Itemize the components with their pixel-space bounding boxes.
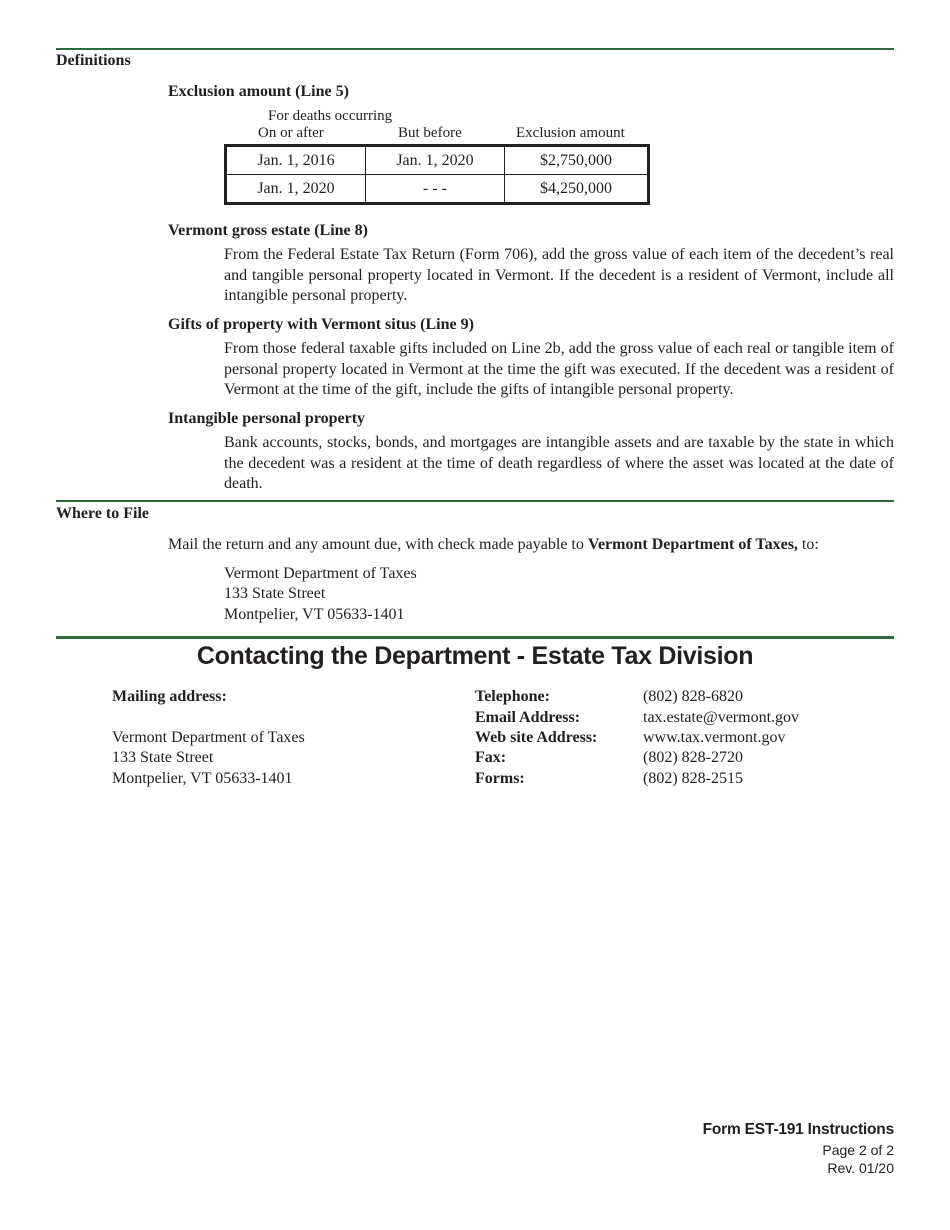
mailing-address-line: Vermont Department of Taxes <box>112 729 305 746</box>
definitions-heading: Definitions <box>56 52 131 69</box>
table-cell: - - - <box>366 175 505 204</box>
email-value: tax.estate@vermont.gov <box>643 709 800 726</box>
contact-title: Contacting the Department - Estate Tax Division <box>196 642 754 670</box>
website-value: www.tax.vermont.gov <box>643 729 786 746</box>
instruction-text-end: to: <box>797 536 819 553</box>
instruction-text: Mail the return and any amount due, with check made payable to <box>168 536 588 553</box>
table-cell: $2,750,000 <box>505 146 649 175</box>
table-cell: Jan. 1, 2020 <box>366 146 505 175</box>
table-cell: $4,250,000 <box>505 175 649 204</box>
mailing-address-line: Montpelier, VT 05633-1401 <box>112 770 293 787</box>
table-row <box>226 175 649 204</box>
table-cell: Jan. 1, 2020 <box>226 175 366 204</box>
mailing-address-line: 133 State Street <box>112 749 214 766</box>
table-col-header-on-or-after: On or after <box>258 125 324 141</box>
file-address-line: 133 State Street <box>224 585 326 602</box>
where-to-file-instruction <box>168 535 819 555</box>
gross-estate-text: From the Federal Estate Tax Return (Form 706), add the gross value of each item of the decedent’s real and tangible personal property located in Vermont. If the decedent is a resident of Vermont, include all intangible personal property. <box>224 246 894 304</box>
website-label: Web site Address: <box>475 729 598 746</box>
forms-value: (802) 828-2515 <box>643 770 743 787</box>
intangible-text: Bank accounts, stocks, bonds, and mortgages are intangible assets and are taxable by the state in which the decedent was a resident at the time of death regardless of where the asset was located at the date of death. <box>224 434 894 492</box>
payee-name: Vermont Department of Taxes, <box>587 536 798 553</box>
fax-value: (802) 828-2720 <box>643 749 743 766</box>
top-divider <box>56 48 894 50</box>
mailing-address-label: Mailing address: <box>112 688 227 705</box>
file-address-line: Montpelier, VT 05633-1401 <box>224 606 405 623</box>
where-to-file-divider <box>56 500 894 502</box>
contact-divider <box>56 636 894 639</box>
intangible-heading: Intangible personal property <box>168 410 366 427</box>
file-address-line: Vermont Department of Taxes <box>224 565 417 582</box>
email-label: Email Address: <box>475 709 581 726</box>
gifts-heading: Gifts of property with Vermont situs (Line 9) <box>168 316 474 333</box>
exclusion-heading: Exclusion amount (Line 5) <box>168 83 349 100</box>
exclusion-table <box>224 144 650 205</box>
forms-label: Forms: <box>475 770 525 787</box>
where-to-file-heading: Where to File <box>56 505 150 522</box>
footer-page-number: Page 2 of 2 <box>822 1142 894 1158</box>
table-col-header-exclusion-amount: Exclusion amount <box>516 125 625 141</box>
table-cell: Jan. 1, 2016 <box>226 146 366 175</box>
telephone-label: Telephone: <box>475 688 550 705</box>
gross-estate-heading: Vermont gross estate (Line 8) <box>168 222 368 239</box>
footer-revision: Rev. 01/20 <box>827 1160 894 1176</box>
table-group-header: For deaths occurring <box>268 108 393 124</box>
table-row <box>226 146 649 175</box>
table-col-header-but-before: But before <box>398 125 462 141</box>
gifts-text: From those federal taxable gifts included on Line 2b, add the gross value of each real or tangible item of personal property located in Vermont at the time the gift was executed. If the decedent was a resident of Vermont at the time of the gift, include the gifts of intangible personal property. <box>224 340 894 398</box>
footer-form-title: Form EST-191 Instructions <box>702 1121 894 1138</box>
fax-label: Fax: <box>475 749 507 766</box>
telephone-value: (802) 828-6820 <box>643 688 743 705</box>
